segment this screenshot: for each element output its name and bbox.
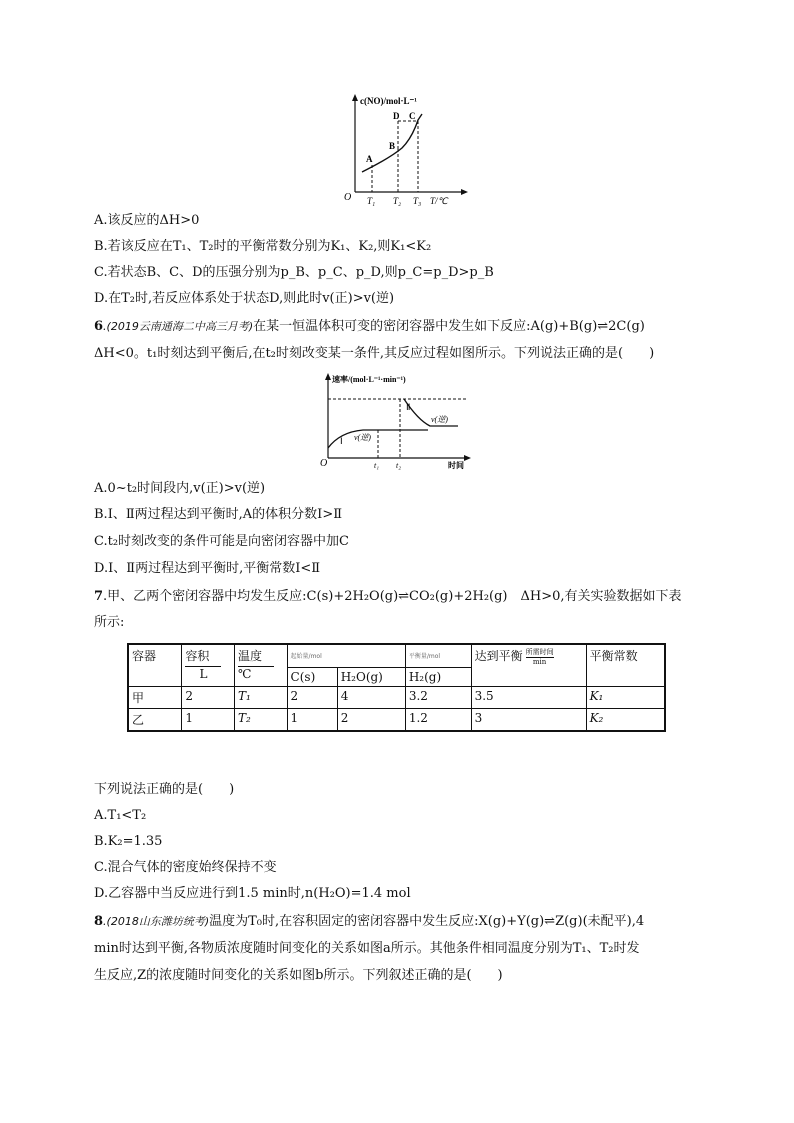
q8-line3: 生反应,Z的浓度随时间变化的关系如图b所示。下列叙述正确的是( ): [94, 968, 503, 983]
v-reverse-label-1: v(逆): [354, 433, 371, 442]
q5-option-d: D.在T₂时,若反应体系处于状态D,则此时v(正)>v(逆): [94, 291, 395, 306]
q8-line2: min时达到平衡,各物质浓度随时间变化的关系如图a所示。其他条件相同温度分别为T₁、T₂时发: [94, 941, 640, 956]
origin-label-2: O: [320, 458, 328, 469]
q6-stem-line1: 6.(2019云南通海二中高三月考)在某一恒温体积可变的密闭容器中发生如下反应:A(g)+B(g)⇌2C(g): [94, 319, 645, 334]
point-label-c: C: [409, 111, 416, 121]
experiment-table: [127, 643, 666, 732]
table-row: 甲 2 T₁ 2 4 3.2 3.5 K₁: [128, 687, 665, 709]
table-row: 乙 1 T₂ 1 2 1.2 3 K₂: [128, 709, 665, 732]
point-label-a: A: [366, 154, 373, 164]
q8-line1: 8.(2018山东潍坊统考)温度为T₀时,在容积固定的密闭容器中发生反应:X(g)+Y(g)⇌Z(g)(未配平),4: [94, 914, 645, 929]
th-h2: H₂(g): [405, 668, 471, 687]
time-axis-label: 时间: [448, 461, 464, 470]
point-label-b: B: [389, 141, 396, 151]
origin-label: O: [344, 192, 352, 203]
q7-stem-line1: 7.甲、乙两个密闭容器中均发生反应:C(s)+2H₂O(g)⇌CO₂(g)+2H₂(g) ΔH>0,有关实验数据如下表: [94, 589, 682, 604]
q7-option-b: B.K₂=1.35: [94, 834, 163, 849]
th-eq: 平衡量/mol: [405, 644, 471, 668]
table-header-row: [128, 644, 665, 668]
figure-2: [318, 370, 478, 474]
th-start: 起始量/mol: [287, 644, 405, 668]
q5-option-b: B.若该反应在T₁、T₂时的平衡常数分别为K₁、K₂,则K₁<K₂: [94, 239, 432, 254]
x-tick-t2-small: t₂: [396, 461, 402, 470]
x-axis-label: T/℃: [430, 196, 448, 206]
v-reverse-label-2: v(逆): [431, 415, 448, 424]
th-k: 平衡常数: [586, 644, 665, 687]
th-time: 达到平衡 所需时间 min: [471, 644, 586, 687]
th-c: C(s): [287, 668, 337, 687]
q6-option-a: A.0~t₂时间段内,v(正)>v(逆): [94, 481, 266, 496]
x-tick-t1-small: t₁: [374, 461, 380, 470]
q7-stem-line2: 所示:: [94, 615, 125, 630]
q5-option-c: C.若状态B、C、D的压强分别为p_B、p_C、p_D,则p_C=p_D>p_B: [94, 265, 494, 280]
x-tick-t1: T₁: [367, 196, 376, 206]
point-label-d: D: [393, 111, 400, 121]
q5-option-a: A.该反应的ΔH>0: [94, 213, 200, 228]
th-temp: 温度 ℃: [234, 644, 287, 687]
q7-option-d: D.乙容器中当反应进行到1.5 min时,n(H₂O)=1.4 mol: [94, 886, 411, 901]
x-tick-t3: T₃: [413, 196, 422, 206]
q7-option-a: A.T₁<T₂: [94, 808, 147, 823]
th-volume: 容积 L: [182, 644, 235, 687]
q7-option-c: C.混合气体的密度始终保持不变: [94, 860, 277, 875]
x-tick-t2: T₂: [393, 196, 402, 206]
q6-option-c: C.t₂时刻改变的条件可能是向密闭容器中加C: [94, 534, 350, 549]
q6-number: 6: [94, 319, 104, 334]
q6-option-d: D.Ⅰ、Ⅱ两过程达到平衡时,平衡常数Ⅰ<Ⅱ: [94, 561, 321, 576]
curve-label-1: Ⅰ: [340, 436, 343, 446]
q6-stem-line2: ΔH<0。t₁时刻达到平衡后,在t₂时刻改变某一条件,其反应过程如图所示。下列说法正确的是( ): [94, 346, 655, 361]
q8-number: 8: [94, 914, 104, 929]
rate-axis-label: 速率/(mol·L⁻¹·min⁻¹): [332, 375, 406, 384]
y-axis-label: c(NO)/mol·L⁻¹: [360, 96, 417, 106]
q6-option-b: B.Ⅰ、Ⅱ两过程达到平衡时,A的体积分数Ⅰ>Ⅱ: [94, 507, 343, 522]
th-container: 容器: [128, 644, 182, 687]
q8-source: .(2018山东潍坊统考): [103, 915, 210, 928]
figure-1: [340, 92, 470, 208]
th-h2o: H₂O(g): [337, 668, 405, 687]
q7-question: 下列说法正确的是( ): [94, 782, 235, 797]
q7-number: 7: [94, 589, 104, 604]
q6-source: .(2019云南通海二中高三月考): [103, 320, 254, 333]
curve-label-2: Ⅱ: [406, 402, 411, 412]
